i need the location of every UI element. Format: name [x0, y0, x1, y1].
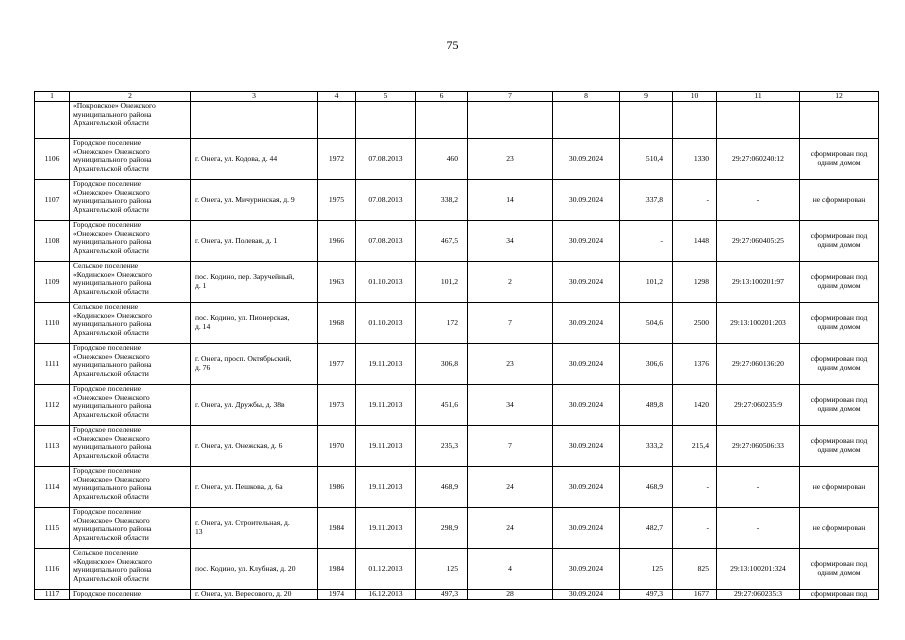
municipality-line: Городское поселение [73, 220, 142, 229]
municipality-line: муниципального района [73, 442, 152, 452]
column-number: 9 [620, 92, 673, 102]
land-area-cell: 1677 [673, 590, 717, 600]
row-number-cell: 1107 [35, 180, 70, 221]
land-status-line: не сформирован [812, 481, 866, 491]
cadastral-number-cell: - [717, 508, 800, 549]
cadastral-number-cell: - [717, 467, 800, 508]
land-area-cell: 1330 [673, 139, 717, 180]
land-area-cell: - [673, 180, 717, 221]
housing-registry-table [34, 91, 879, 600]
municipality-line: «Онежское» Онежского [73, 392, 150, 402]
build-year-cell: 1972 [318, 139, 356, 180]
land-status-line: сформирован под [810, 436, 868, 446]
land-status-line: одним домом [817, 240, 861, 249]
municipality-line: «Онежское» Онежского [73, 228, 150, 238]
address-line: г. Онега, ул. Пешкова, д. 6а [195, 481, 283, 491]
land-status-cell [800, 221, 879, 262]
residents-count-cell: 34 [468, 221, 553, 262]
residents-count-cell: 24 [468, 467, 553, 508]
land-status-line: одним домом [817, 404, 861, 413]
table-row [35, 426, 879, 467]
municipality-line: «Онежское» Онежского [73, 433, 150, 443]
municipality-line: «Онежское» Онежского [73, 515, 150, 525]
address-line: г. Онега, ул. Полевая, д. 1 [195, 235, 278, 245]
land-area-cell: - [673, 467, 717, 508]
address-line: 13 [195, 527, 203, 536]
land-status-line: сформирован под [810, 354, 868, 364]
address-cell [191, 303, 318, 344]
land-status-cell [800, 344, 879, 385]
municipality-line: «Кодинское» Онежского [73, 310, 152, 320]
land-status-line: сформирован под [810, 231, 868, 241]
row-number-cell: 1111 [35, 344, 70, 385]
residents-count-cell: 28 [468, 590, 553, 600]
land-status-line: не сформирован [812, 522, 866, 532]
land-status-cell [800, 549, 879, 590]
municipality-line: Архангельской области [73, 450, 149, 460]
land-status-line: одним домом [817, 363, 861, 372]
planned-resettlement-date-cell: 30.09.2024 [553, 221, 620, 262]
column-number: 8 [553, 92, 620, 102]
municipality-cell [70, 508, 191, 549]
municipality-cell [70, 102, 191, 139]
recognition-date-cell: 19.11.2013 [356, 385, 416, 426]
row-number-cell: 1108 [35, 221, 70, 262]
table-row [35, 221, 879, 262]
planned-resettlement-date-cell: 30.09.2024 [553, 549, 620, 590]
municipality-line: Сельское поселение [73, 302, 139, 311]
recognition-date-cell: 01.12.2013 [356, 549, 416, 590]
row-number-cell: 1116 [35, 549, 70, 590]
land-status-line: сформирован под [810, 395, 868, 405]
area-value-cell: 468,9 [620, 467, 673, 508]
column-number: 5 [356, 92, 416, 102]
municipality-cell [70, 262, 191, 303]
column-number: 2 [70, 92, 191, 102]
land-area-cell: 215,4 [673, 426, 717, 467]
municipality-line: «Покровское» Онежского [73, 101, 156, 110]
cadastral-number-cell: 29:27:060405:25 [717, 221, 800, 262]
municipality-line: муниципального района [73, 109, 152, 119]
municipality-cell [70, 385, 191, 426]
planned-resettlement-date-cell: 30.09.2024 [553, 262, 620, 303]
municipality-line: муниципального района [73, 483, 152, 493]
residents-count-cell: 7 [468, 426, 553, 467]
build-year-cell: 1970 [318, 426, 356, 467]
area-value-cell: 504,6 [620, 303, 673, 344]
land-status-line: сформирован под [810, 559, 868, 569]
row-number-cell: 1110 [35, 303, 70, 344]
municipality-line: Архангельской области [73, 286, 149, 296]
address-cell [191, 508, 318, 549]
municipality-line: муниципального района [73, 524, 152, 534]
land-status-line: сформирован под [810, 272, 868, 282]
recognition-date-cell: 01.10.2013 [356, 303, 416, 344]
land-status-cell [800, 303, 879, 344]
municipality-line: Городское поселение [73, 343, 142, 352]
total-area-cell: 306,8 [416, 344, 468, 385]
municipality-line: «Онежское» Онежского [73, 146, 150, 156]
planned-resettlement-date-cell: 30.09.2024 [553, 508, 620, 549]
residents-count-cell: 7 [468, 303, 553, 344]
land-status-cell [800, 467, 879, 508]
cadastral-number-cell: 29:13:100201:97 [717, 262, 800, 303]
address-line: г. Онега, ул. Строительная, д. [195, 518, 290, 528]
build-year-cell: 1974 [318, 590, 356, 600]
land-status-cell [800, 139, 879, 180]
area-value-cell [620, 102, 673, 139]
row-number-cell: 1106 [35, 139, 70, 180]
build-year-cell: 1986 [318, 467, 356, 508]
address-line: г. Онега, ул. Вересового, д. 20 [195, 589, 292, 599]
land-status-line: одним домом [817, 281, 861, 290]
recognition-date-cell: 07.08.2013 [356, 180, 416, 221]
total-area-cell: 235,3 [416, 426, 468, 467]
build-year-cell: 1973 [318, 385, 356, 426]
land-status-cell [800, 262, 879, 303]
address-line: д. 1 [195, 281, 207, 290]
planned-resettlement-date-cell: 30.09.2024 [553, 303, 620, 344]
column-number: 3 [191, 92, 318, 102]
table-row [35, 385, 879, 426]
column-number: 10 [673, 92, 717, 102]
table-row [35, 549, 879, 590]
address-line: пос. Кодино, пер. Заручейный, [195, 272, 295, 282]
municipality-cell [70, 303, 191, 344]
column-number: 11 [717, 92, 800, 102]
municipality-cell [70, 221, 191, 262]
residents-count-cell: 24 [468, 508, 553, 549]
cadastral-number-cell: 29:27:060235:3 [717, 590, 800, 600]
cadastral-number-cell [717, 102, 800, 139]
residents-count-cell: 4 [468, 549, 553, 590]
land-status-line: сформирован под [810, 149, 868, 159]
column-number: 12 [800, 92, 879, 102]
land-status-line: не сформирован [812, 194, 866, 204]
row-number-cell: 1113 [35, 426, 70, 467]
column-number: 6 [416, 92, 468, 102]
residents-count-cell [468, 102, 553, 139]
build-year-cell: 1984 [318, 508, 356, 549]
address-cell [191, 139, 318, 180]
municipality-line: Городское поселение [73, 507, 142, 516]
recognition-date-cell: 19.11.2013 [356, 508, 416, 549]
cadastral-number-cell: 29:13:100201:324 [717, 549, 800, 590]
address-line: г. Онега, ул. Онежская, д. 6 [195, 440, 283, 450]
land-area-cell: 1420 [673, 385, 717, 426]
page-number: 75 [446, 38, 459, 52]
residents-count-cell: 14 [468, 180, 553, 221]
cadastral-number-cell: 29:27:060136:20 [717, 344, 800, 385]
planned-resettlement-date-cell: 30.09.2024 [553, 180, 620, 221]
total-area-cell: 338,2 [416, 180, 468, 221]
row-number-cell: 1117 [35, 590, 70, 600]
municipality-cell [70, 139, 191, 180]
municipality-line: Городское поселение [73, 384, 142, 393]
cadastral-number-cell: 29:27:060235:9 [717, 385, 800, 426]
land-status-cell [800, 385, 879, 426]
address-cell [191, 221, 318, 262]
municipality-cell [70, 180, 191, 221]
municipality-line: муниципального района [73, 565, 152, 575]
table-row [35, 590, 879, 600]
build-year-cell [318, 102, 356, 139]
registry-body [35, 102, 879, 600]
land-area-cell: 1448 [673, 221, 717, 262]
municipality-line: муниципального района [73, 319, 152, 329]
address-cell [191, 344, 318, 385]
area-value-cell: 101,2 [620, 262, 673, 303]
area-value-cell: 482,7 [620, 508, 673, 549]
municipality-cell [70, 590, 191, 600]
address-line: г. Онега, ул. Дружбы, д. 38в [195, 399, 285, 409]
address-cell [191, 385, 318, 426]
recognition-date-cell: 07.08.2013 [356, 139, 416, 180]
municipality-line: Архангельской области [73, 532, 149, 542]
row-number-cell: 1109 [35, 262, 70, 303]
municipality-cell [70, 426, 191, 467]
planned-resettlement-date-cell: 30.09.2024 [553, 344, 620, 385]
address-line: г. Онега, ул. Кодова, д. 44 [195, 153, 278, 163]
row-number-cell: 1114 [35, 467, 70, 508]
build-year-cell: 1977 [318, 344, 356, 385]
total-area-cell: 497,3 [416, 590, 468, 600]
municipality-line: Архангельской области [73, 118, 149, 128]
planned-resettlement-date-cell: 30.09.2024 [553, 139, 620, 180]
municipality-line: Архангельской области [73, 204, 149, 214]
area-value-cell: 125 [620, 549, 673, 590]
municipality-line: «Онежское» Онежского [73, 474, 150, 484]
land-status-cell [800, 590, 879, 600]
municipality-line: муниципального района [73, 155, 152, 165]
municipality-cell [70, 549, 191, 590]
municipality-line: Городское поселение [73, 179, 142, 188]
area-value-cell: 333,2 [620, 426, 673, 467]
total-area-cell: 172 [416, 303, 468, 344]
residents-count-cell: 34 [468, 385, 553, 426]
address-cell [191, 102, 318, 139]
column-number: 1 [35, 92, 70, 102]
address-line: пос. Кодино, ул. Клубная, д. 20 [195, 563, 296, 573]
build-year-cell: 1975 [318, 180, 356, 221]
column-number: 7 [468, 92, 553, 102]
municipality-line: муниципального района [73, 237, 152, 247]
land-area-cell: - [673, 508, 717, 549]
municipality-line: Архангельской области [73, 327, 149, 337]
cadastral-number-cell: 29:27:060240:12 [717, 139, 800, 180]
area-value-cell: 497,3 [620, 590, 673, 600]
total-area-cell: 451,6 [416, 385, 468, 426]
municipality-line: Сельское поселение [73, 548, 139, 557]
land-status-cell [800, 102, 879, 139]
municipality-line: Архангельской области [73, 573, 149, 583]
table-row [35, 303, 879, 344]
build-year-cell: 1966 [318, 221, 356, 262]
address-cell [191, 426, 318, 467]
municipality-line: Сельское поселение [73, 261, 139, 270]
land-area-cell: 825 [673, 549, 717, 590]
address-line: д. 76 [195, 363, 211, 372]
table-row [35, 262, 879, 303]
planned-resettlement-date-cell: 30.09.2024 [553, 590, 620, 600]
build-year-cell: 1963 [318, 262, 356, 303]
build-year-cell: 1968 [318, 303, 356, 344]
municipality-line: муниципального района [73, 196, 152, 206]
address-cell [191, 590, 318, 600]
municipality-line: Архангельской области [73, 491, 149, 501]
address-cell [191, 180, 318, 221]
planned-resettlement-date-cell: 30.09.2024 [553, 467, 620, 508]
municipality-line: муниципального района [73, 278, 152, 288]
total-area-cell: 467,5 [416, 221, 468, 262]
cadastral-number-cell: 29:13:100201:203 [717, 303, 800, 344]
address-line: г. Онега, ул. Мичуринская, д. 9 [195, 194, 295, 204]
land-status-cell [800, 180, 879, 221]
land-area-cell: 2500 [673, 303, 717, 344]
build-year-cell: 1984 [318, 549, 356, 590]
recognition-date-cell: 19.11.2013 [356, 467, 416, 508]
row-number-cell [35, 102, 70, 139]
recognition-date-cell: 19.11.2013 [356, 426, 416, 467]
table-row [35, 102, 879, 139]
row-number-cell: 1115 [35, 508, 70, 549]
residents-count-cell: 23 [468, 344, 553, 385]
table-row [35, 139, 879, 180]
total-area-cell: 298,9 [416, 508, 468, 549]
residents-count-cell: 23 [468, 139, 553, 180]
municipality-line: муниципального района [73, 401, 152, 411]
land-area-cell [673, 102, 717, 139]
recognition-date-cell: 19.11.2013 [356, 344, 416, 385]
column-number: 4 [318, 92, 356, 102]
municipality-line: муниципального района [73, 360, 152, 370]
total-area-cell: 125 [416, 549, 468, 590]
recognition-date-cell: 01.10.2013 [356, 262, 416, 303]
address-cell [191, 549, 318, 590]
area-value-cell: 306,6 [620, 344, 673, 385]
address-line: г. Онега, просп. Октябрьский, [195, 354, 292, 364]
municipality-line: Архангельской области [73, 409, 149, 419]
land-area-cell: 1298 [673, 262, 717, 303]
table-row [35, 344, 879, 385]
address-line: д. 14 [195, 322, 211, 331]
land-status-line: сформирован под [810, 589, 868, 599]
address-cell [191, 262, 318, 303]
row-number-cell: 1112 [35, 385, 70, 426]
area-value-cell: 337,8 [620, 180, 673, 221]
land-area-cell: 1376 [673, 344, 717, 385]
address-line: пос. Кодино, ул. Пионерская, [195, 313, 290, 323]
municipality-line: Городское поселение [73, 466, 142, 475]
land-status-cell [800, 426, 879, 467]
municipality-line: «Онежское» Онежского [73, 187, 150, 197]
cadastral-number-cell: - [717, 180, 800, 221]
municipality-line: Архангельской области [73, 245, 149, 255]
municipality-line: Архангельской области [73, 163, 149, 173]
total-area-cell: 101,2 [416, 262, 468, 303]
area-value-cell: 510,4 [620, 139, 673, 180]
land-status-line: сформирован под [810, 313, 868, 323]
total-area-cell: 468,9 [416, 467, 468, 508]
land-status-line: одним домом [817, 158, 861, 167]
residents-count-cell: 2 [468, 262, 553, 303]
planned-resettlement-date-cell: 30.09.2024 [553, 385, 620, 426]
municipality-line: «Онежское» Онежского [73, 351, 150, 361]
table-row [35, 180, 879, 221]
area-value-cell: - [620, 221, 673, 262]
planned-resettlement-date-cell [553, 102, 620, 139]
recognition-date-cell: 07.08.2013 [356, 221, 416, 262]
address-cell [191, 467, 318, 508]
recognition-date-cell: 16.12.2013 [356, 590, 416, 600]
total-area-cell [416, 102, 468, 139]
recognition-date-cell [356, 102, 416, 139]
table-row [35, 467, 879, 508]
municipality-line: Городское поселение [73, 425, 142, 434]
land-status-line: одним домом [817, 568, 861, 577]
column-number-row [35, 92, 879, 102]
municipality-cell [70, 467, 191, 508]
municipality-line: «Кодинское» Онежского [73, 556, 152, 566]
municipality-line: Городское поселение [73, 138, 142, 147]
land-status-cell [800, 508, 879, 549]
total-area-cell: 460 [416, 139, 468, 180]
municipality-line: Архангельской области [73, 368, 149, 378]
table-row [35, 508, 879, 549]
land-status-line: одним домом [817, 322, 861, 331]
land-status-line: одним домом [817, 445, 861, 454]
municipality-cell [70, 344, 191, 385]
municipality-line: Городское поселение [73, 589, 142, 599]
cadastral-number-cell: 29:27:060506:33 [717, 426, 800, 467]
planned-resettlement-date-cell: 30.09.2024 [553, 426, 620, 467]
municipality-line: «Кодинское» Онежского [73, 269, 152, 279]
area-value-cell: 489,8 [620, 385, 673, 426]
